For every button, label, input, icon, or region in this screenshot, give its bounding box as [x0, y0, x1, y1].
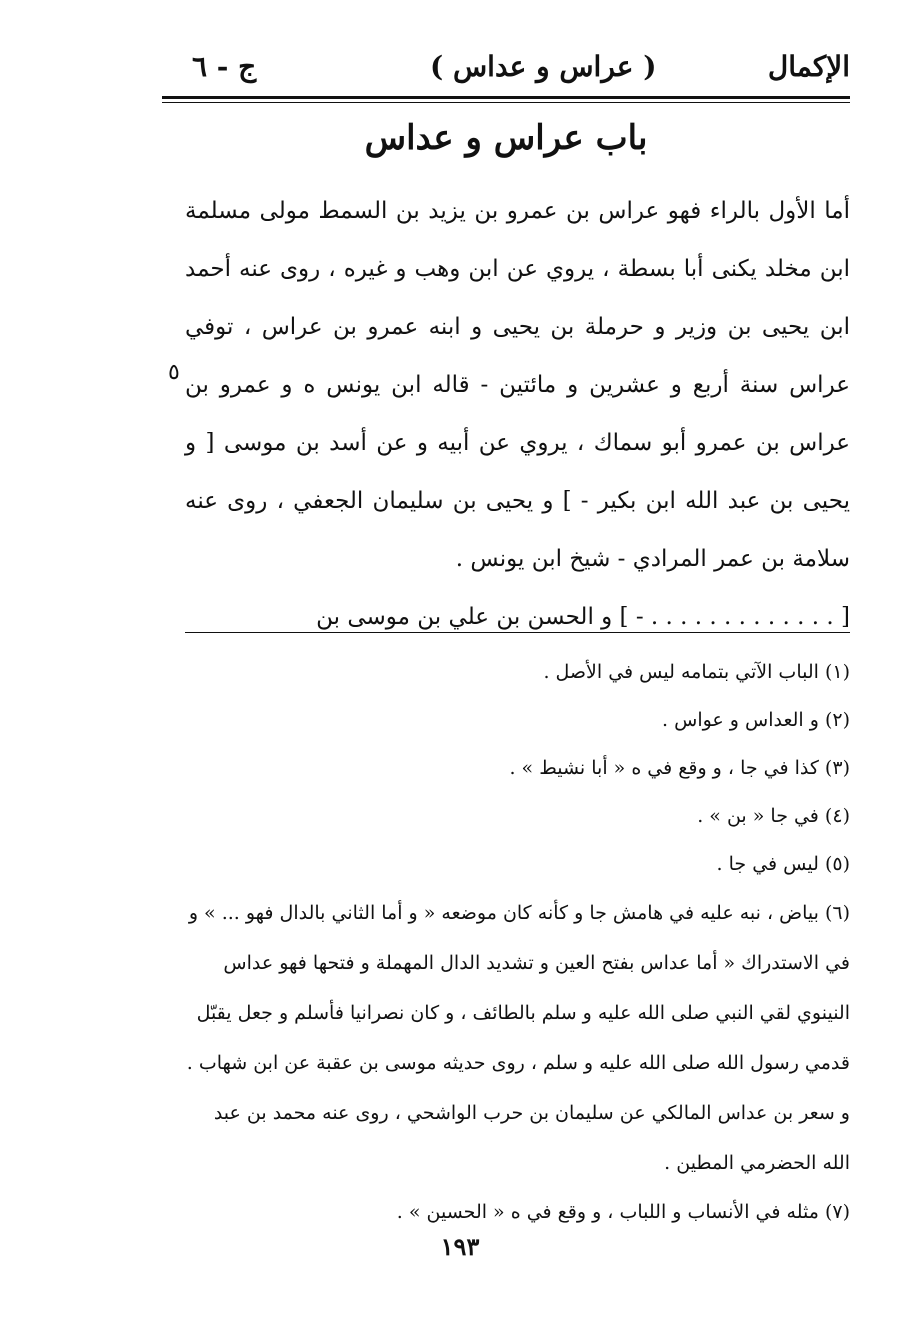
header-rule-thick — [162, 96, 850, 99]
running-header-volume: ج - ٦ — [192, 50, 257, 83]
chapter-title: باب عراس و عداس — [364, 118, 648, 158]
footnote: (٦) بياض ، نبه عليه في هامش جا و كأنه كان موضعه « و أما الثاني بالدال فهو ... » و في الاستدراك « أما عداس بفتح العين و تشديد الدال المهملة و فتحها فهو عداس النينوي لقي النبي صلى الله عليه و سلم بالطائف ، و كان نصرانيا فأسلم و جعل يقبّل قدمي رسول الله صلى الله عليه و سلم ، روى حديثه موسى بن عقبة عن ابن شهاب . و سعر بن عداس المالكي عن سليمان بن حرب الواشحي ، روى عنه محمد بن عبد الله الحضرمي المطين . — [186, 902, 850, 1174]
footnote: (٤) في جا « بن » . — [697, 805, 850, 827]
page-number: ١٩٣ — [440, 1232, 480, 1261]
footnote: (٥) ليس في جا . — [716, 853, 850, 875]
footnote: (٢) و العداس و عواس . — [662, 709, 850, 731]
running-header-book-title: الإكمال — [767, 50, 850, 83]
main-text — [185, 182, 850, 646]
header-rule-thin — [162, 102, 850, 103]
running-header-section: ( عراس و عداس ) — [430, 50, 657, 83]
footnote: (٧) مثله في الأنساب و اللباب ، و وقع في ه « الحسين » . — [396, 1201, 850, 1223]
footnote: (١) الباب الآتي بتمامه ليس في الأصل . — [543, 661, 850, 683]
footnote: (٣) كذا في جا ، و وقع في ه « أبا نشيط » . — [509, 757, 850, 779]
margin-line-number: ٥ — [168, 360, 180, 385]
main-paragraph: أما الأول بالراء فهو عراس بن عمرو بن يزيد بن السمط مولى مسلمة ابن مخلد يكنى أبا بسطة ، يروي عن ابن وهب و غيره ، روى عنه أحمد ابن يحيى بن وزير و حرملة بن يحيى و ابنه عمرو بن عراس ، توفي عراس سنة أربع و عشرين و مائتين - قاله ابن يونس ه و عمرو بن عراس بن عمرو أبو سماك ، يروي عن أبيه و عن أسد بن موسى [ و يحيى بن عبد الله ابن بكير - ] و يحيى بن سليمان الجعفي ، روى عنه سلامة بن عمر المرادي - شيخ ابن يونس . — [185, 198, 850, 572]
footnotes — [185, 648, 850, 1236]
main-paragraph-continuation: [ . . . . . . . . . . . . . - ] و الحسن بن علي بن موسى بن — [316, 604, 850, 630]
footnote-separator — [185, 632, 850, 633]
